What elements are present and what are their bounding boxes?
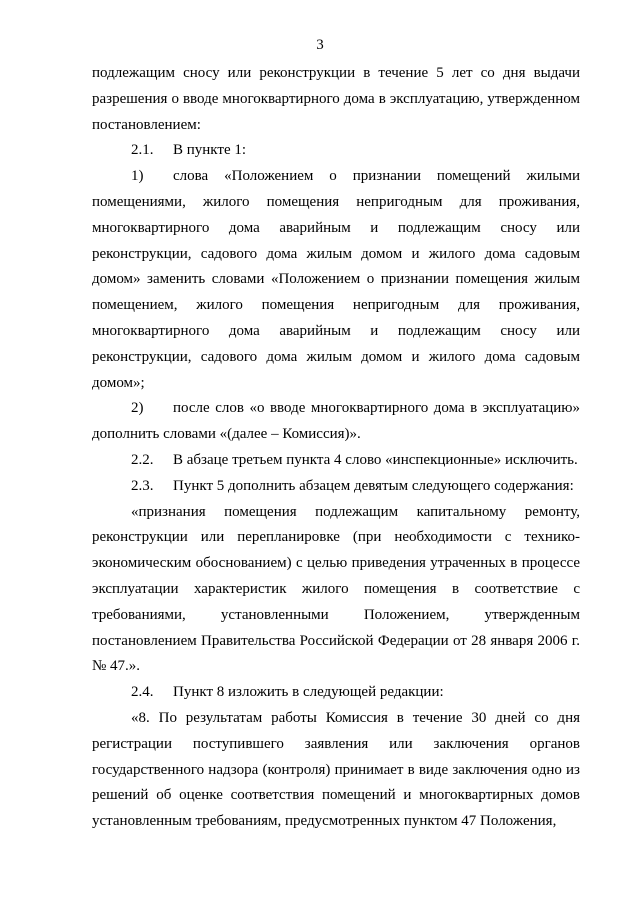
paragraph-2-1 xyxy=(92,138,580,164)
page-number: 3 xyxy=(316,37,324,53)
paragraph-text: В абзаце третьем пункта 4 слово «инспекционные» исключить. xyxy=(173,451,578,468)
paragraph-item-8 xyxy=(92,706,580,835)
paragraph-text: подлежащим сносу или реконструкции в течение 5 лет со дня выдачи разрешения о вводе многоквартирного дома в эксплуатацию, утвержденном постановлением: xyxy=(92,65,580,133)
paragraph-text: В пункте 1: xyxy=(173,142,247,159)
paragraph-2-4 xyxy=(92,680,580,706)
paragraph-text: Пункт 5 дополнить абзацем девятым следующего содержания: xyxy=(173,477,574,494)
subitem-label: 1) xyxy=(131,168,144,185)
paragraph-2-3 xyxy=(92,474,580,500)
paragraph-2-2 xyxy=(92,448,580,474)
clause-label: 2.4. xyxy=(131,684,154,701)
clause-label: 2.2. xyxy=(131,451,154,468)
paragraph-continuation xyxy=(92,61,580,138)
paragraph-text: после слов «о вводе многоквартирного дома в эксплуатацию» дополнить словами «(далее – Комиссия)». xyxy=(92,400,580,443)
paragraph-subitem-1 xyxy=(92,164,580,396)
paragraph-text: слова «Положением о признании помещений жилыми помещениями, жилого помещения непригодным для проживания, многоквартирного дома аварийным и подлежащим сносу или реконструкции, садового дома жилым домом и жилого дома садовым домом» заменить словами «Положением о признании помещения жилым помещением, жилого помещения непригодным для проживания, многоквартирного дома аварийным и подлежащим сносу или реконструкции, садового дома жилым домом и жилого дома садовым домом»; xyxy=(92,168,580,391)
paragraph-text: «8. По результатам работы Комиссия в течение 30 дней со дня регистрации поступившего заявления или заключения органов государственного надзора (контроля) принимает в виде заключения одно из решений об оценке соответствия помещений и многоквартирных домов установленным требованиям, предусмотренных пунктом 47 Положения, xyxy=(92,709,580,830)
paragraph-quoted-amendment xyxy=(92,500,580,681)
paragraph-text: «признания помещения подлежащим капитальному ремонту, реконструкции или перепланировке (при необходимости с технико-экономическим обоснованием) с целью приведения утраченных в процессе эксплуатации характеристик жилого помещения в соответствие с требованиями, установленными Положением, утвержденным постановлением Правительства Российской Федерации от 28 января 2006 г. № 47.». xyxy=(92,503,580,675)
paragraph-subitem-2 xyxy=(92,396,580,448)
clause-label: 2.3. xyxy=(131,477,154,494)
document-body xyxy=(92,61,580,835)
subitem-label: 2) xyxy=(131,400,144,417)
paragraph-text: Пункт 8 изложить в следующей редакции: xyxy=(173,684,444,701)
clause-label: 2.1. xyxy=(131,142,154,159)
